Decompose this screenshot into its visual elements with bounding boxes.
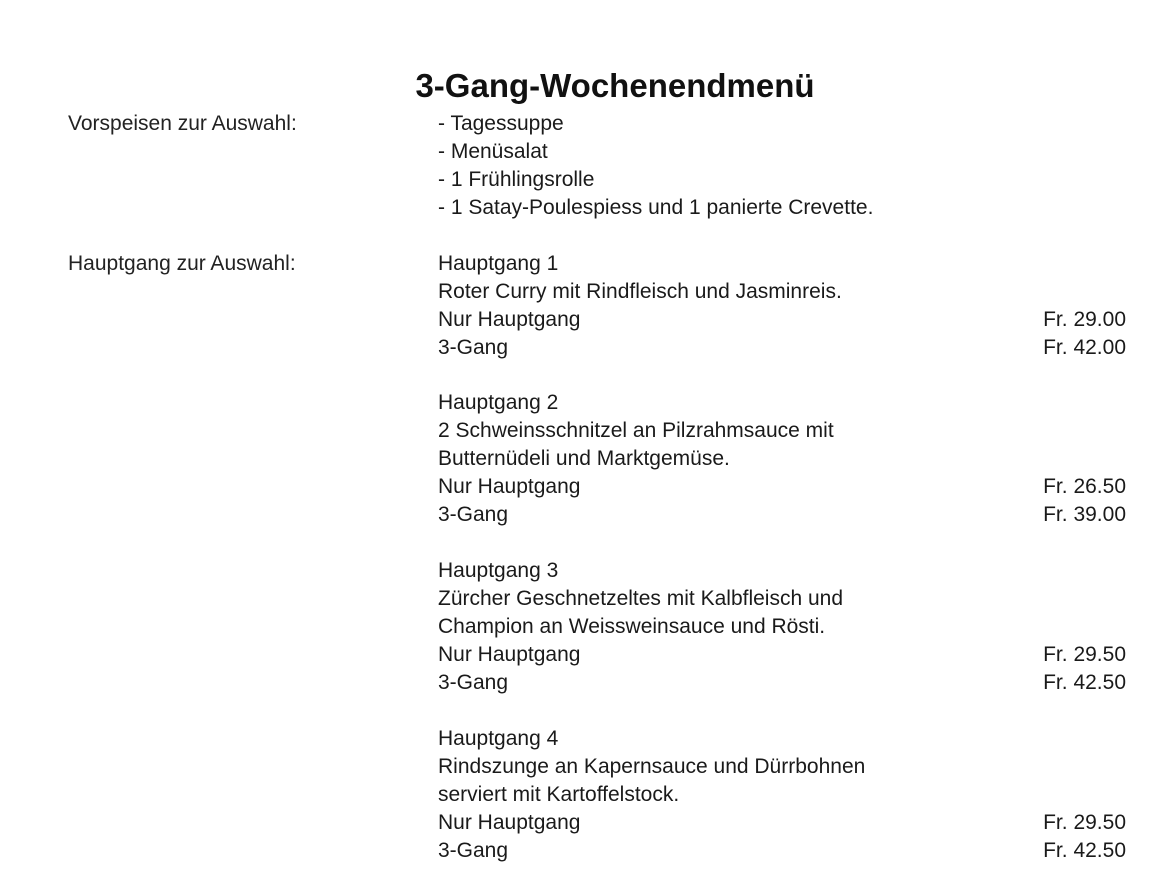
- price-label: Nur Hauptgang: [438, 308, 581, 331]
- starters-label: Vorspeisen zur Auswahl:: [68, 112, 297, 135]
- price-value: Fr. 42.50: [1043, 671, 1126, 694]
- price-label: Nur Hauptgang: [438, 643, 581, 666]
- price-row: [438, 669, 1126, 697]
- price-value: Fr. 29.50: [1043, 643, 1126, 666]
- main-course-4: [438, 725, 1126, 865]
- price-value: Fr. 42.00: [1043, 336, 1126, 359]
- main-course-description: Champion an Weissweinsauce und Rösti.: [438, 615, 826, 638]
- main-course-description: Butternüdeli und Marktgemüse.: [438, 447, 730, 470]
- main-course-description: Zürcher Geschnetzeltes mit Kalbfleisch und: [438, 587, 844, 610]
- price-label: 3-Gang: [438, 336, 509, 359]
- price-row: [438, 306, 1126, 334]
- main-course-3: [438, 557, 1126, 697]
- price-label: 3-Gang: [438, 839, 509, 862]
- price-value: Fr. 42.50: [1043, 839, 1126, 862]
- main-course-description: Roter Curry mit Rindfleisch und Jasminreis.: [438, 280, 842, 303]
- price-row: [438, 334, 1126, 362]
- price-label: 3-Gang: [438, 503, 509, 526]
- main-course-description: Rindszunge an Kapernsauce und Dürrbohnen: [438, 755, 866, 778]
- price-label: 3-Gang: [438, 671, 509, 694]
- main-course-2: [438, 389, 1126, 529]
- price-row: [438, 473, 1126, 501]
- price-label: Nur Hauptgang: [438, 475, 581, 498]
- starter-item: - 1 Satay-Poulespiess und 1 panierte Crevette.: [438, 196, 874, 219]
- price-row: [438, 501, 1126, 529]
- price-row: [438, 837, 1126, 865]
- main-course-name: Hauptgang 2: [438, 391, 559, 414]
- starters-list: [438, 110, 1126, 222]
- price-row: [438, 641, 1126, 669]
- price-value: Fr. 29.50: [1043, 811, 1126, 834]
- price-value: Fr. 29.00: [1043, 308, 1126, 331]
- price-row: [438, 809, 1126, 837]
- starter-item: - Menüsalat: [438, 140, 548, 163]
- main-course-description: 2 Schweinsschnitzel an Pilzrahmsauce mit: [438, 419, 834, 442]
- price-value: Fr. 26.50: [1043, 475, 1126, 498]
- main-course-1: [438, 250, 1126, 362]
- mains-label: Hauptgang zur Auswahl:: [68, 252, 296, 275]
- price-value: Fr. 39.00: [1043, 503, 1126, 526]
- starter-item: - 1 Frühlingsrolle: [438, 168, 595, 191]
- main-course-description: serviert mit Kartoffelstock.: [438, 783, 680, 806]
- starter-item: - Tagessuppe: [438, 112, 564, 135]
- price-label: Nur Hauptgang: [438, 811, 581, 834]
- main-course-name: Hauptgang 3: [438, 559, 559, 582]
- main-course-name: Hauptgang 4: [438, 727, 559, 750]
- menu-title: 3-Gang-Wochenendmenü: [415, 67, 815, 104]
- main-course-name: Hauptgang 1: [438, 252, 559, 275]
